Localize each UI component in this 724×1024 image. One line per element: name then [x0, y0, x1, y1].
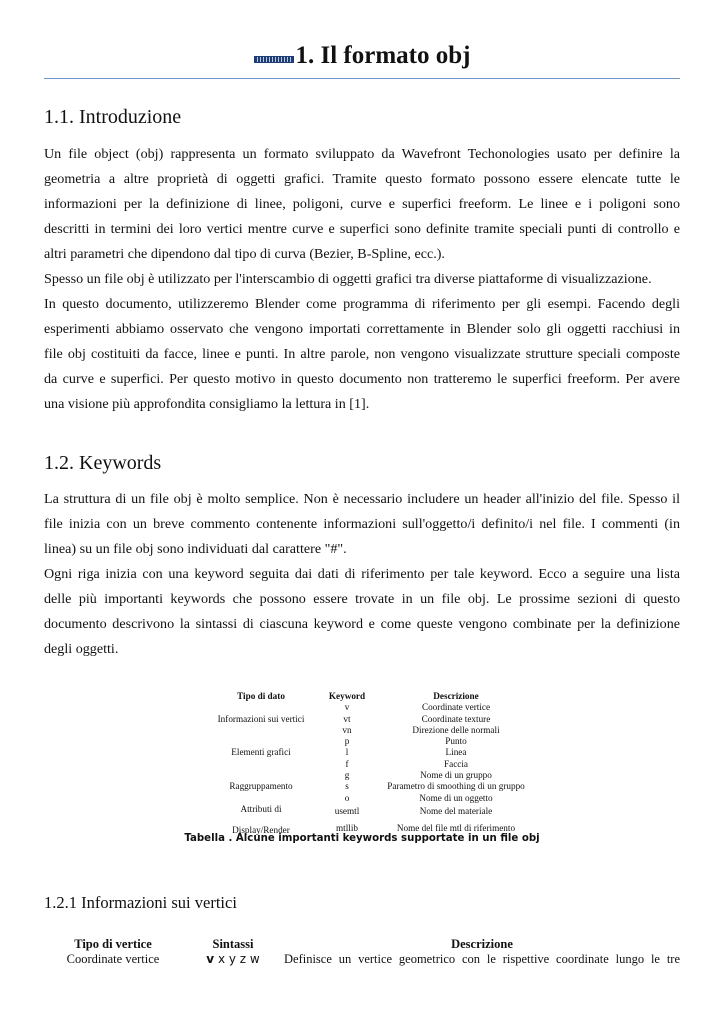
data-type-label: Elementi grafici: [231, 747, 291, 758]
description-cell: Direzione delle normali: [412, 724, 500, 735]
text-line: delle più importanti keywords che possono essere trovate in un file obj. Le prossime sezioni di questo: [44, 591, 680, 607]
description-cell: Punto: [445, 736, 467, 747]
syntax-keyword: v: [206, 952, 215, 966]
text-line: In questo documento, utilizzeremo Blender come programma di riferimento per gli esempi. Facendo degli: [44, 296, 680, 312]
table-row: [202, 736, 538, 747]
text-line: geometria a altre proprietà di oggetti grafici. Tramite questo formato possono essere elencate tutte le: [44, 171, 680, 187]
data-type-label: Informazioni sui vertici: [217, 713, 305, 724]
data-type-label: Attributi di: [240, 803, 282, 814]
description-cell: Coordinate vertice: [421, 702, 491, 713]
table-row: [44, 952, 680, 967]
description-cell: Nome di un oggetto: [419, 792, 493, 803]
column-header: Sintassi: [212, 937, 254, 951]
text-line: Spesso un file obj è utilizzato per l'interscambio di oggetti grafici tra diverse piattaforme di visualizzazione.: [44, 271, 652, 287]
data-type-cell: [202, 770, 320, 804]
keywords-table: [202, 691, 538, 837]
text-line: descritti in termini dei loro vertici mentre curve e superfici sono definite tramite speciali punti di controllo e: [44, 221, 680, 237]
keyword-cell: vn: [342, 724, 352, 735]
intro-paragraph-2: [44, 267, 680, 292]
description-cell: Faccia: [444, 758, 468, 769]
text-line: Un file object (obj) rappresenta un formato sviluppato da Wavefront Techonologies usato per definire la: [44, 146, 680, 162]
description-cell: Coordinate texture: [421, 713, 491, 724]
keyword-cell: mtllib: [336, 822, 358, 833]
text-line: da curve e superfici. Per questo motivo in questo documento non tratteremo le superfici freeform. Per avere: [44, 371, 680, 387]
description-cell: Linea: [445, 747, 467, 758]
description-cell: Nome del materiale: [419, 806, 493, 817]
table-row: [202, 770, 538, 781]
text-line: file obj costituiti da facce, linee e punti. In altre parole, non vengono visualizzate strutture speciali composte: [44, 346, 680, 362]
page-title-bar: [44, 42, 680, 79]
keywords-paragraph-2: [44, 562, 680, 662]
keyword-cell: l: [345, 747, 349, 758]
column-header: Tipo di vertice: [74, 937, 152, 951]
vertex-type-cell: Coordinate vertice: [66, 952, 160, 966]
syntax-args: x y z w: [214, 952, 260, 966]
keyword-cell: vt: [343, 713, 351, 724]
keywords-paragraph-1: [44, 487, 680, 562]
section-heading-introduzione: 1.1. Introduzione: [44, 106, 182, 128]
text-line: altri parametri che dipendono dal tipo di curva (Bezier, B-Spline, ecc.).: [44, 246, 445, 262]
text-line: informazioni per la definizione di linee, poligoni, curve e superfici freeform. Le linee e i poligoni sono: [44, 196, 680, 212]
intro-paragraph-1: [44, 142, 680, 267]
keyword-cell: g: [344, 770, 350, 781]
description-cell: Nome del file mtl di riferimento: [396, 822, 516, 833]
title-marker-icon: [254, 56, 294, 63]
table-caption: Tabella . Alcune importanti keywords supportate in un file obj: [184, 833, 540, 844]
text-line: degli oggetti.: [44, 641, 119, 657]
data-type-cell: [202, 804, 320, 837]
description-cell: Parametro di smoothing di un gruppo: [387, 781, 525, 792]
text-line: una visione più approfondita consigliamo la lettura in [1].: [44, 396, 370, 412]
keyword-cell: v: [344, 702, 350, 713]
keyword-cell: f: [345, 758, 349, 769]
column-header: Keyword: [328, 691, 366, 701]
subsection-heading: 1.2.1 Informazioni sui vertici: [44, 893, 237, 912]
intro-paragraph-3: [44, 292, 680, 417]
description-cell: Definisce un vertice geometrico con le rispettive coordinate lungo le tre: [284, 952, 680, 966]
text-line: file inizia con un breve commento contenente informazioni sull'oggetto/i definito/i nel file. I commenti (in: [44, 516, 680, 532]
data-type-label: Raggruppamento: [229, 781, 293, 792]
vertex-info-table: [44, 937, 680, 967]
table-row: [202, 804, 538, 820]
syntax-cell: [182, 952, 284, 967]
keyword-cell: p: [344, 736, 350, 747]
data-type-label: Display/Render: [232, 825, 290, 836]
data-type-cell: [202, 736, 320, 770]
text-line: esperimenti abbiamo osservato che vengono importati correttamente in Blender solo gli oggetti racchiusi in: [44, 321, 680, 337]
text-line: linea) su un file obj sono individuati dal carattere "#".: [44, 541, 347, 557]
column-header: Descrizione: [433, 691, 479, 701]
text-line: La struttura di un file obj è molto semplice. Non è necessario includere un header all'inizio del file. Spesso il: [44, 491, 680, 507]
table-row: [202, 702, 538, 713]
keyword-cell: s: [345, 781, 349, 792]
column-header: Descrizione: [451, 937, 513, 951]
page-title: 1. Il formato obj: [295, 42, 471, 69]
keyword-cell: o: [344, 792, 350, 803]
column-header: Tipo di dato: [237, 691, 285, 701]
keyword-cell: usemtl: [334, 806, 360, 817]
description-cell: Nome di un gruppo: [420, 770, 492, 781]
data-type-cell: [202, 702, 320, 736]
text-line: Ogni riga inizia con una keyword seguita dai dati di riferimento per tale keyword. Ecco a seguire una lista: [44, 566, 680, 582]
section-heading-keywords: 1.2. Keywords: [44, 452, 162, 474]
text-line: documento descrivono la sintassi di ciascuna keyword e come queste vengono combinate per la definizione: [44, 616, 680, 632]
